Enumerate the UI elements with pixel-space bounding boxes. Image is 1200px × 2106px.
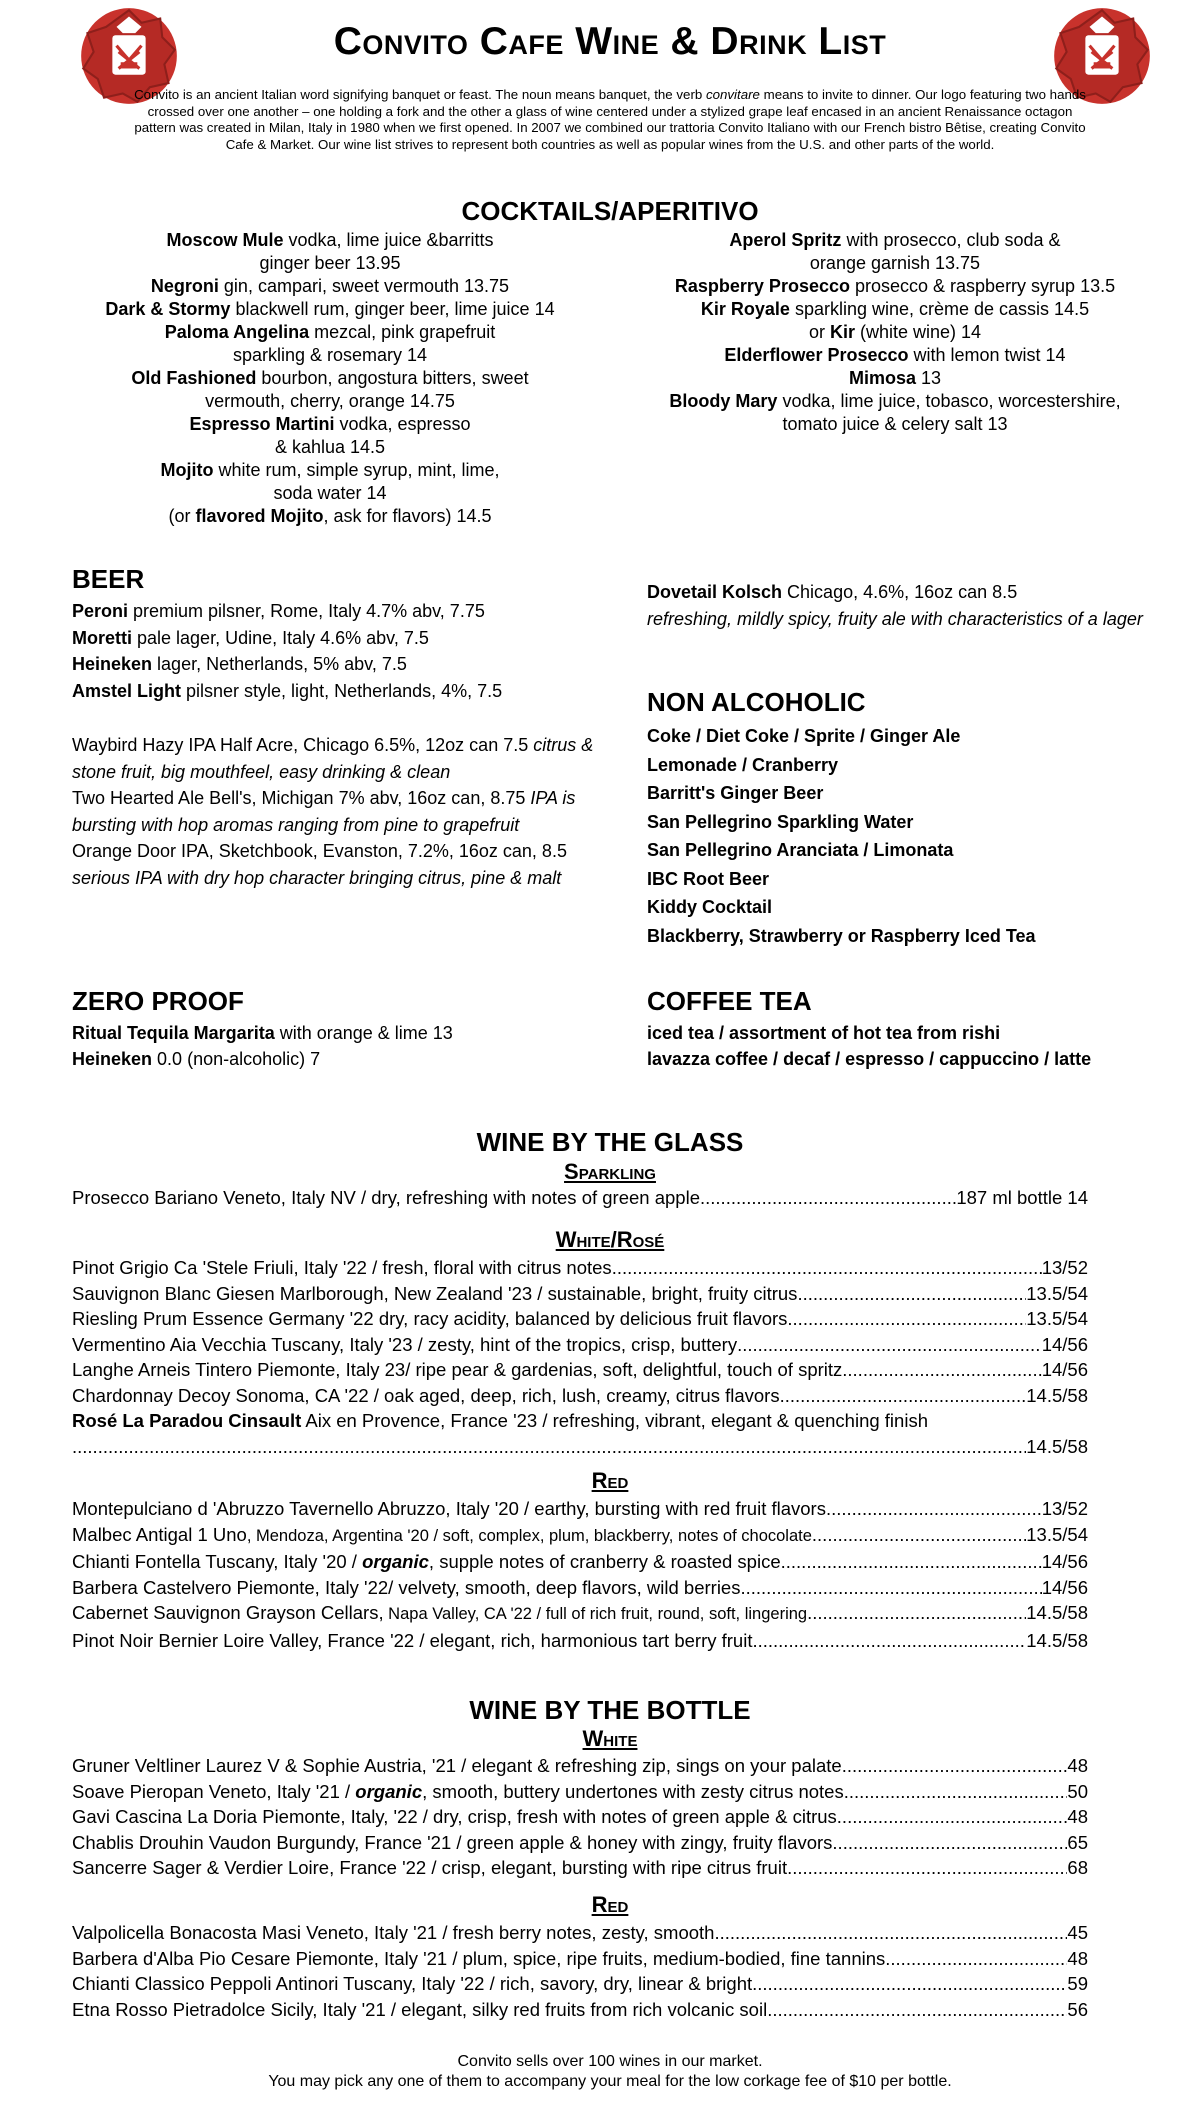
cocktails-left-column [60, 229, 600, 528]
white-wine-glass-list [72, 1255, 1088, 1408]
intro-paragraph: Convito is an ancient Italian word signifying banquet or feast. The noun means banquet, the verb convitare means to invite to dinner. Our logo featuring two hands crossed over one another – one holding a fork and the other a glass of wine centered under a stylized grape leaf encased in an ancient Renaissance octagon pattern was created in Milan, Italy in 1980 when we first opened. In 2007 we combined our trattoria Convito Italiano with our French bistro Bêtise, creating Convito Cafe & Market. Our wine list strives to represent both countries as well as popular wines from the U.S. and other parts of the world. [134, 87, 1086, 152]
menu-line: Heineken 0.0 (non-alcoholic) 7 [72, 1049, 321, 1069]
craft-beer-list [72, 732, 612, 891]
craft-beer-item: Waybird Hazy IPA Half Acre, Chicago 6.5%, 12oz can 7.5 citrus & stone fruit, big mouthfeel, easy drinking & clean [72, 735, 594, 782]
wine-row: Pinot Grigio Ca 'Stele Friuli, Italy '22 / fresh, floral with citrus notes ..... 13/52 [72, 1255, 1088, 1281]
wine-row: Prosecco Bariano Veneto, Italy NV / dry, refreshing with notes of green apple ..... 187 ml bottle 14 [72, 1185, 1088, 1211]
wine-row: Barbera Castelvero Piemonte, Italy '22/ velvety, smooth, deep flavors, wild berries ..... 14/56 [72, 1575, 1088, 1601]
beer-heading: BEER [72, 564, 145, 594]
wine-row: Gavi Cascina La Doria Piemonte, Italy, '22 / dry, crisp, fresh with notes of green apple & citrus ..... 48 [72, 1804, 1088, 1830]
list-item: San Pellegrino Sparkling Water [647, 811, 914, 832]
non-alcoholic-list [647, 722, 1187, 950]
menu-line: Amstel Light pilsner style, light, Netherlands, 4%, 7.5 [72, 680, 503, 701]
menu-line: soda water 14 [273, 483, 387, 503]
white-wine-bottle-list [72, 1753, 1088, 1881]
page-title: Convito Cafe Wine & Drink List [333, 20, 887, 63]
red-bottle-subheading: Red [591, 1892, 629, 1917]
craft-beer-item: Two Hearted Ale Bell's, Michigan 7% abv, 16oz can, 8.75 IPA is bursting with hop aromas ranging from pine to grapefruit [72, 788, 576, 835]
wine-row: Gruner Veltliner Laurez V & Sophie Austria, '21 / elegant & refreshing zip, sings on your palate ..... 48 [72, 1753, 1088, 1779]
list-item: Kiddy Cocktail [647, 897, 773, 917]
list-item: Blackberry, Strawberry or Raspberry Iced Tea [647, 925, 1036, 946]
menu-line: Aperol Spritz with prosecco, club soda & [729, 230, 1061, 250]
menu-line: Raspberry Prosecco prosecco & raspberry syrup 13.5 [674, 276, 1116, 296]
menu-line: (or flavored Mojito, ask for flavors) 14.5 [168, 506, 492, 526]
menu-line: Bloody Mary vodka, lime juice, tobasco, worcestershire, [669, 391, 1121, 411]
list-item: iced tea / assortment of hot tea from rishi [647, 1023, 1001, 1043]
coffee-tea-list [647, 1020, 1187, 1072]
red-wine-bottle-list [72, 1920, 1088, 2022]
menu-line: Negroni gin, campari, sweet vermouth 13.75 [150, 276, 510, 296]
wine-row: Chianti Fontella Tuscany, Italy '20 / organic, supple notes of cranberry & roasted spice ..... 14/56 [72, 1549, 1088, 1575]
wine-row: Sauvignon Blanc Giesen Marlborough, New Zealand '23 / sustainable, bright, fruity citrus ..... 13.5/54 [72, 1281, 1088, 1307]
menu-line: Old Fashioned bourbon, angostura bitters, sweet [131, 368, 529, 388]
wine-row: Pinot Noir Bernier Loire Valley, France '22 / elegant, rich, harmonious tart berry fruit ..... 14.5/58 [72, 1628, 1088, 1654]
wine-row: Riesling Prum Essence Germany '22 dry, racy acidity, balanced by delicious fruit flavors ..... 13.5/54 [72, 1306, 1088, 1332]
menu-line: & kahlua 14.5 [274, 437, 386, 457]
wine-row: Etna Rosso Pietradolce Sicily, Italy '21 / elegant, silky red fruits from rich volcanic soil ..... 56 [72, 1997, 1088, 2023]
wine-row: Valpolicella Bonacosta Masi Veneto, Italy '21 / fresh berry notes, zesty, smooth ..... 45 [72, 1920, 1088, 1946]
menu-line: Moretti pale lager, Udine, Italy 4.6% abv, 7.5 [72, 627, 429, 648]
menu-line: Heineken lager, Netherlands, 5% abv, 7.5 [72, 654, 407, 674]
menu-line: Mimosa 13 [848, 368, 942, 388]
cocktails-right-column [620, 229, 1170, 436]
wine-row: Malbec Antigal 1 Uno, Mendoza, Argentina '20 / soft, complex, plum, blackberry, notes of chocolate ..... 13.5/54 [72, 1522, 1088, 1550]
corkage-footer [0, 2052, 1200, 2092]
menu-line: Paloma Angelina mezcal, pink grapefruit [164, 322, 496, 342]
menu-line: Elderflower Prosecco with lemon twist 14 [724, 345, 1066, 365]
list-item: San Pellegrino Aranciata / Limonata [647, 840, 954, 860]
coffee-tea-heading: COFFEE TEA [647, 986, 812, 1016]
wine-row: Langhe Arneis Tintero Piemonte, Italy 23/ ripe pear & gardenias, soft, delightful, touch of spritz ..... 14/56 [72, 1357, 1088, 1383]
wine-row: Soave Pieropan Veneto, Italy '21 / organic, smooth, buttery undertones with zesty citrus notes ..... 50 [72, 1779, 1088, 1805]
cocktails-heading: COCKTAILS/APERITIVO [461, 196, 759, 226]
menu-line: tomato juice & celery salt 13 [782, 414, 1008, 434]
wine-by-bottle-heading: WINE BY THE BOTTLE [469, 1695, 751, 1725]
menu-line: orange garnish 13.75 [809, 253, 981, 273]
menu-line: Moscow Mule vodka, lime juice &barritts [166, 230, 494, 250]
wine-row: Chianti Classico Peppoli Antinori Tuscany, Italy '22 / rich, savory, dry, linear & bright ..... 59 [72, 1971, 1088, 1997]
rose-item: Rosé La Paradou Cinsault Aix en Provence, France '23 / refreshing, vibrant, elegant & quenching finish ..... 14.5/58 [72, 1408, 1088, 1459]
wine-by-glass-heading: WINE BY THE GLASS [476, 1127, 744, 1157]
list-item: lavazza coffee / decaf / espresso / cappuccino / latte [647, 1049, 1092, 1069]
red-glass-subheading: Red [591, 1468, 629, 1493]
craft-beer-item: Orange Door IPA, Sketchbook, Evanston, 7.2%, 16oz can, 8.5 serious IPA with dry hop character bringing citrus, pine & malt [72, 841, 567, 888]
sparkling-list [72, 1185, 1088, 1211]
kolsch-item: Dovetail Kolsch Chicago, 4.6%, 16oz can 8.5 refreshing, mildly spicy, fruity ale with characteristics of a lager [647, 582, 1143, 629]
menu-line: ginger beer 13.95 [259, 253, 401, 273]
footer-line: You may pick any one of them to accompany your meal for the low corkage fee of $10 per bottle. [268, 2073, 952, 2090]
white-rose-subheading: White/Rosé [555, 1227, 665, 1252]
wine-row: Sancerre Sager & Verdier Loire, France '22 / crisp, elegant, bursting with ripe citrus fruit ..... 68 [72, 1855, 1088, 1881]
wine-row: Montepulciano d 'Abruzzo Tavernello Abruzzo, Italy '20 / earthy, bursting with red fruit flavors ..... 13/52 [72, 1496, 1088, 1522]
footer-line: Convito sells over 100 wines in our market. [457, 2053, 763, 2070]
beer-list [72, 598, 612, 704]
red-wine-glass-list [72, 1496, 1088, 1653]
non-alcoholic-heading: NON ALCOHOLIC [647, 687, 866, 717]
menu-line: Espresso Martini vodka, espresso [189, 414, 471, 434]
white-bottle-subheading: White [582, 1726, 638, 1751]
wine-row: Vermentino Aia Vecchia Tuscany, Italy '23 / zesty, hint of the tropics, crisp, buttery ..... 14/56 [72, 1332, 1088, 1358]
zero-proof-heading: ZERO PROOF [72, 986, 244, 1016]
sparkling-subheading: Sparkling [564, 1159, 656, 1184]
wine-row: Chablis Drouhin Vaudon Burgundy, France '21 / green apple & honey with zingy, fruity flavors ..... 65 [72, 1830, 1088, 1856]
list-item: Coke / Diet Coke / Sprite / Ginger Ale [647, 726, 961, 746]
menu-line: or Kir (white wine) 14 [808, 322, 982, 342]
menu-line: Dark & Stormy blackwell rum, ginger beer, lime juice 14 [105, 299, 555, 319]
menu-line: vermouth, cherry, orange 14.75 [205, 391, 455, 411]
list-item: IBC Root Beer [647, 868, 770, 889]
list-item: Lemonade / Cranberry [647, 754, 839, 775]
wine-row: Chardonnay Decoy Sonoma, CA '22 / oak aged, deep, rich, lush, creamy, citrus flavors ..... 14.5/58 [72, 1383, 1088, 1409]
wine-row: Cabernet Sauvignon Grayson Cellars, Napa Valley, CA '22 / full of rich fruit, round, soft, lingering ..... 14.5/58 [72, 1600, 1088, 1628]
menu-line: Mojito white rum, simple syrup, mint, lime, [160, 460, 500, 480]
menu-line: Kir Royale sparkling wine, crème de cassis 14.5 [700, 299, 1090, 319]
menu-line: Ritual Tequila Margarita with orange & lime 13 [72, 1023, 453, 1043]
zero-proof-list [72, 1020, 612, 1072]
menu-line: sparkling & rosemary 14 [232, 345, 428, 365]
list-item: Barritt's Ginger Beer [647, 783, 824, 803]
wine-row: Barbera d'Alba Pio Cesare Piemonte, Italy '21 / plum, spice, ripe fruits, medium-bodied, fine tannins ..... 48 [72, 1946, 1088, 1972]
menu-line: Peroni premium pilsner, Rome, Italy 4.7% abv, 7.75 [72, 601, 485, 621]
